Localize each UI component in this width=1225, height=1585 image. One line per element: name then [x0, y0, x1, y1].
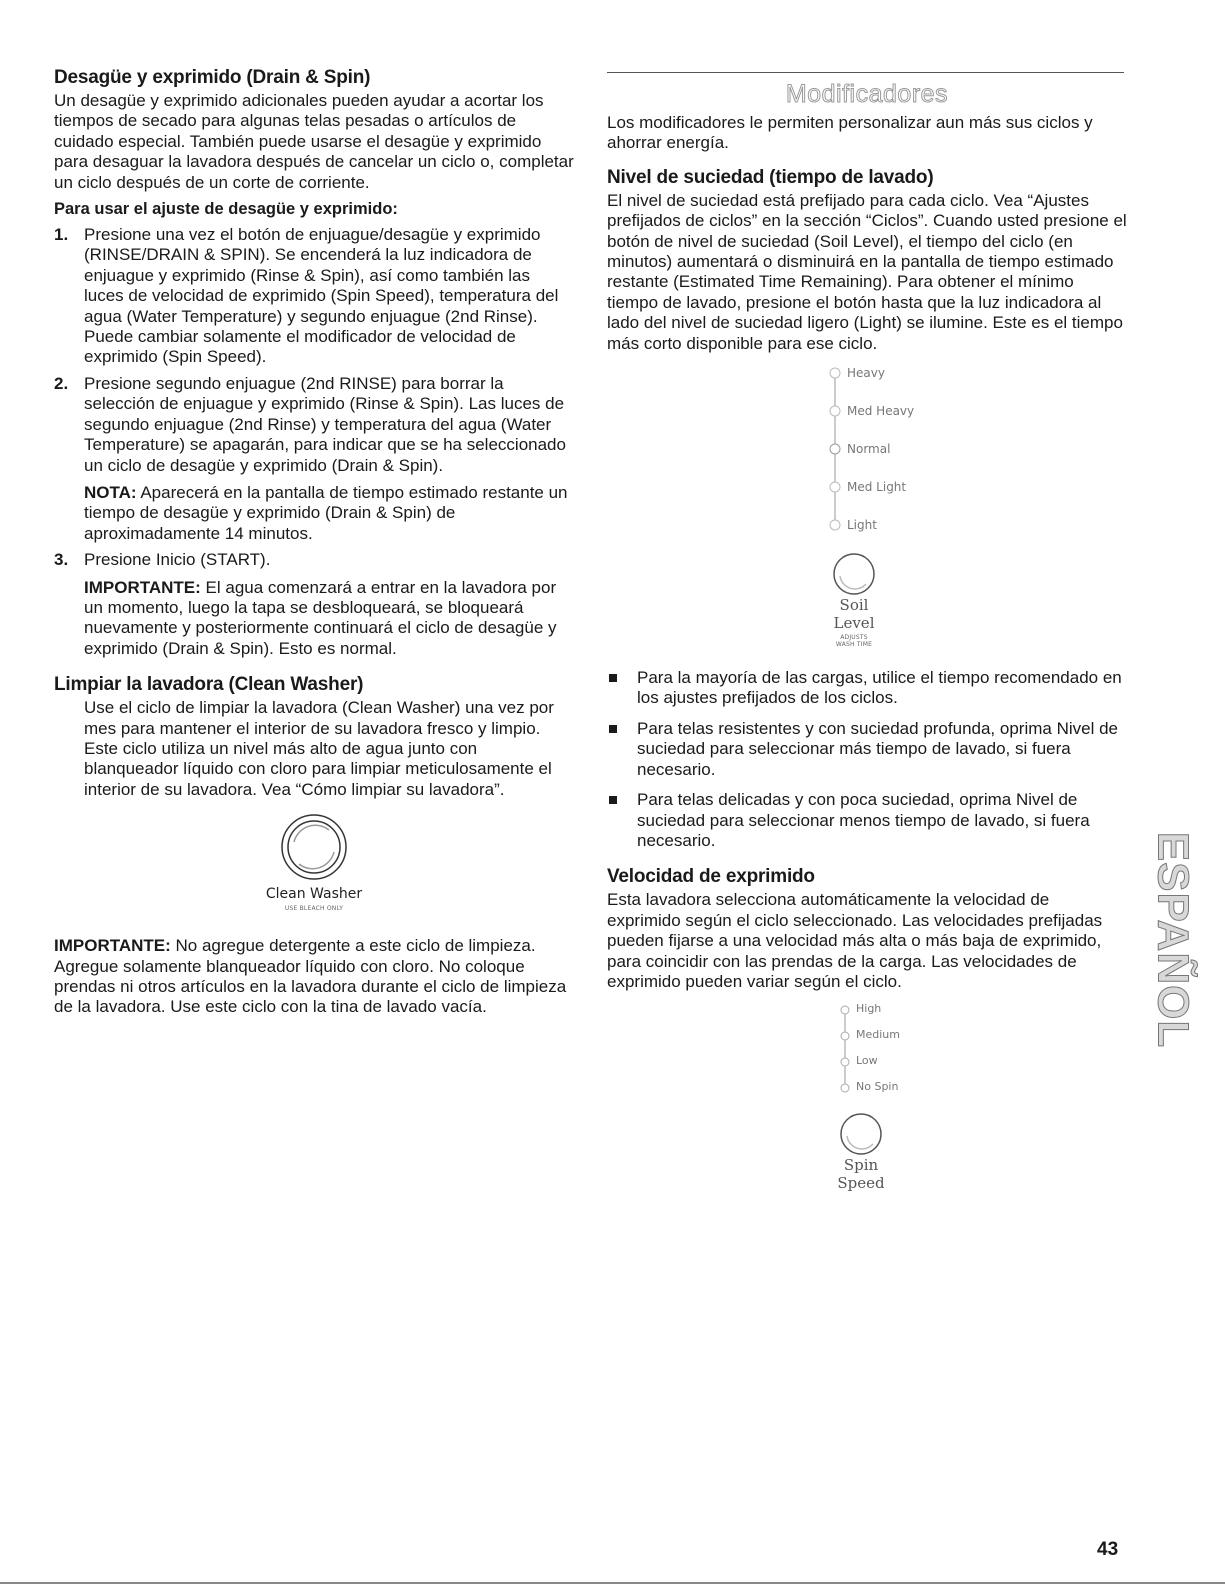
note-label: NOTA: [84, 482, 137, 502]
indicator-light-icon [830, 444, 840, 454]
spin-speed-text: Esta lavadora selecciona automáticamente la velocidad de exprimido según el ciclo seleccionado. Las velocidades prefijadas pueden fijarse a una velocidad más alta o más baja de exprimido, para coincidir con las prendas de la carga. Las velocidades de exprimido pueden variar según el ciclo. [607, 890, 1103, 991]
soil-knob-sub-2: WASH TIME [835, 641, 873, 649]
important-label: IMPORTANTE: [84, 577, 201, 597]
language-side-tab [1148, 820, 1198, 1060]
indicator-light-icon [841, 1058, 849, 1066]
clean-washer-knob-label: Clean Washer [265, 886, 363, 903]
clean-washer-important [54, 936, 574, 1018]
spin-speed-diagram [607, 1002, 1127, 1202]
soil-level-heading: Nivel de suciedad (tiempo de lavado) [607, 166, 934, 188]
soil-level-med-light: Med Light [847, 480, 907, 495]
soil-level-diagram [607, 362, 1127, 662]
step-number: 2. [54, 373, 69, 393]
step-text: Presione Inicio (START). [84, 550, 271, 570]
bullet-text: Para la mayoría de las cargas, utilice el tiempo recomendado en los ajustes prefijados de los ciclos. [637, 668, 1122, 708]
step-number: 3. [54, 550, 69, 570]
bullet-icon [609, 725, 617, 733]
step-note [84, 578, 574, 660]
soil-knob-label-2: Level [833, 614, 875, 633]
spin-knob-label-2: Speed [837, 1174, 885, 1193]
spin-speed-heading: Velocidad de exprimido [607, 866, 815, 888]
bullet-text: Para telas delicadas y con poca suciedad, oprima Nivel de suciedad para seleccionar menos tiempo de lavado, si fuera necesario. [637, 790, 1090, 850]
important-text: No agregue detergente a este ciclo de limpieza. Agregue solamente blanqueador líquido con cloro. No coloque prendas ni otros artículos en la lavadora durante el ciclo de limpieza de la lavadora. Use este ciclo con la tina de lavado vacía. [54, 936, 567, 1017]
bullet-icon [609, 674, 617, 682]
spin-level-medium: Medium [856, 1028, 900, 1042]
bullet-item [607, 668, 1127, 709]
step-3 [54, 550, 574, 659]
note-text: Aparecerá en la pantalla de tiempo estimado restante un tiempo de desagüe y exprimido (Drain & Spin) de aproximadamente 14 minutos. [84, 482, 568, 543]
spin-level-high: High [856, 1002, 882, 1016]
soil-level-med-heavy: Med Heavy [847, 404, 915, 419]
spin-level-no-spin: No Spin [856, 1080, 899, 1094]
step-text: Presione una vez el botón de enjuague/desagüe y exprimido (RINSE/DRAIN & SPIN). Se encenderá la luz indicadora de enjuague y exprimido (Rinse & Spin), así como también las luces de velocidad de exprimido (Spin Speed), temperatura del agua (Water Temperature) y segundo enjuague (2nd Rinse). Puede cambiar solamente el modificador de velocidad de exprimido (Spin Speed). [84, 225, 559, 367]
drain-spin-intro: Un desagüe y exprimido adicionales pueden ayudar a acortar los tiempos de secado para algunas telas pesadas o artículos de cuidado especial. También puede usarse el desagüe y exprimido para desaguar la lavadora después de cancelar un ciclo o, completar un ciclo después de un corte de corriente. [54, 91, 574, 192]
important-label: IMPORTANTE: [54, 936, 171, 956]
indicator-light-icon [841, 1006, 849, 1014]
soil-indicator-lights [825, 366, 845, 546]
soil-level-normal: Normal [847, 442, 891, 457]
step-2 [54, 374, 574, 544]
soil-level-text: El nivel de suciedad está prefijado para cada ciclo. Vea “Ajustes prefijados de ciclos” en la sección “Ciclos”. Cuando usted presione el botón de nivel de suciedad (Soil Level), el tiempo del ciclo (en minutos) aumentará o disminuirá en la pantalla de tiempo estimado restante (Estimated Time Remaining). Para obtener el mínimo tiempo de lavado, presione el botón hasta que la luz indicadora al lado del nivel de suciedad ligero (Light) se ilumine. Este es el tiempo más corto disponible para ese ciclo. [607, 190, 1127, 353]
soil-level-bullets [607, 668, 1127, 851]
page-number: 43 [1097, 1539, 1119, 1560]
section-title: Modificadores [785, 80, 949, 108]
soil-level-heavy: Heavy [847, 366, 885, 381]
bottom-rule [0, 1582, 1225, 1584]
bullet-item [607, 719, 1127, 780]
step-1 [54, 225, 574, 368]
bullet-item [607, 790, 1127, 851]
soil-level-knob-icon [832, 552, 876, 596]
soil-knob-label-1: Soil [839, 596, 869, 615]
bullet-icon [609, 796, 617, 804]
step-note [84, 483, 574, 544]
soil-level-light: Light [847, 518, 877, 533]
clean-washer-diagram [54, 812, 574, 932]
indicator-light-icon [830, 520, 840, 530]
bullet-text: Para telas resistentes y con suciedad profunda, oprima Nivel de suciedad para seleccionar más tiempo de lavado, si fuera necesario. [637, 718, 1118, 779]
spin-speed-knob-icon [839, 1112, 883, 1156]
clean-washer-heading: Limpiar la lavadora (Clean Washer) [54, 674, 364, 696]
indicator-light-icon [830, 368, 840, 378]
drain-spin-heading: Desagüe y exprimido (Drain & Spin) [54, 67, 371, 88]
left-column [54, 66, 574, 1018]
indicator-light-icon [841, 1032, 849, 1040]
indicator-light-icon [830, 482, 840, 492]
indicator-light-icon [841, 1084, 849, 1092]
clean-washer-text: Use el ciclo de limpiar la lavadora (Clean Washer) una vez por mes para mantener el interior de su lavadora fresco y limpio. Este ciclo utiliza un nivel más alto de agua junto con blanqueador líquido con cloro para limpiar meticulosamente el interior de su lavadora. Vea “Cómo limpiar su lavadora”. [84, 698, 554, 799]
indicator-light-icon [830, 406, 840, 416]
right-column [607, 66, 1127, 1202]
clean-washer-knob-sublabel: USE BLEACH ONLY [284, 905, 344, 913]
side-tab-label: ESPAÑOL [1148, 831, 1198, 1049]
soil-knob-sub-1: ADJUSTS [840, 634, 868, 642]
modifiers-intro: Los modificadores le permiten personalizar aun más sus ciclos y ahorrar energía. [607, 113, 1093, 153]
important-text: El agua comenzará a entrar en la lavadora por un momento, luego la tapa se desbloqueará, se bloqueará nuevamente y posteriormente continuará el ciclo de desagüe y exprimido (Drain & Spin). Esto es normal. [84, 577, 557, 658]
step-text: Presione segundo enjuague (2nd RINSE) para borrar la selección de enjuague y exprimido (Rinse & Spin). Las luces de segundo enjuague (2nd Rinse) y temperatura del agua (Water Temperature) se apagarán, para indicar que se ha seleccionado un ciclo de desagüe y exprimido (Drain & Spin). [84, 373, 566, 475]
drain-spin-subhead: Para usar el ajuste de desagüe y exprimido: [54, 200, 398, 219]
step-number: 1. [54, 225, 69, 245]
spin-indicator-lights [837, 1004, 853, 1094]
drain-spin-steps [54, 225, 574, 659]
clean-washer-knob-icon [279, 812, 349, 882]
spin-level-low: Low [856, 1054, 878, 1068]
spin-knob-label-1: Spin [843, 1156, 879, 1175]
